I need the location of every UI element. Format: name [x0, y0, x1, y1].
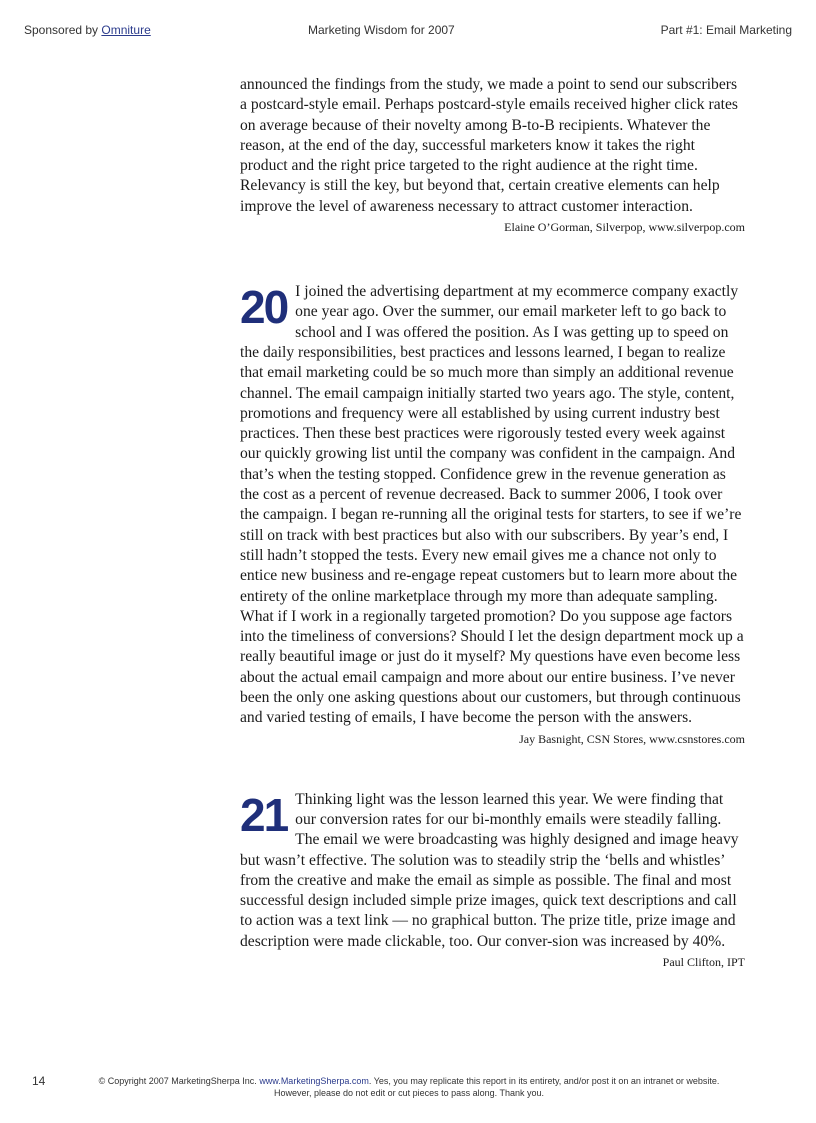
intro-attribution: Elaine O’Gorman, Silverpop, www.silverpop.com: [504, 220, 745, 235]
sponsor-link[interactable]: Omniture: [101, 23, 151, 37]
tip-paragraph: I joined the advertising department at my ecommerce company exactly one year ago. Over the summer, our email marketer left to go back to school and I was offered the position. As I was getting up to speed on the daily responsibilities, best practices and lessons learned, I began to realize that email marketing could be so much more than simply an additional revenue channel. The email campaign initially started two years ago. The style, content, promotions and frequency were all established by using current industry best practices. Then these best practices were rigorously tested every week against our quickly growing list until the company was confident in the campaign. And that’s when the testing stopped. Confidence grew in the revenue generation as the cost as a percent of revenue decreased. Back to summer 2006, I took over the campaign. I began re-running all the original tests for starters, to see if we’re still on track with best practices but also with our subscribers. By year’s end, I still hadn’t stopped the tests. Every new email gives me a chance not only to entice new business and re-engage repeat customers but to learn more about the entirety of the online marketplace through my more than adequate sampling. What if I work in a regionally targeted promotion? Do you suppose age factors into the timeliness of conversions? Should I let the design department mock up a really beautiful image or just do it myself? My questions have even become less about the actual email campaign and more about our entire business. I’ve never been the only one asking questions about our customers, but through continuous and varied testing of emails, I have become the person with the answers.: [240, 283, 744, 727]
tip-paragraph: Thinking light was the lesson learned this year. We were finding that our conversion rates for our bi-monthly emails were steadily falling. The email we were broadcasting was highly designed and image heavy but wasn’t effective. The solution was to steadily strip the ‘bells and whistles’ from the creative and make the email as simple as possible. The final and most successful design included simple prize images, quick text descriptions and call to action was a text link — no graphical button. The prize title, prize image and description were made clickable, too. Our conver-sion was increased by 40%.: [240, 790, 739, 950]
tip-attribution: Jay Basnight, CSN Stores, www.csnstores.com: [519, 731, 745, 746]
page-header: [24, 23, 792, 39]
tip-21: [240, 790, 745, 970]
report-title: Marketing Wisdom for 2007: [308, 23, 455, 37]
tip-20: [240, 282, 745, 747]
section-title: Part #1: Email Marketing: [660, 23, 792, 37]
site-link[interactable]: www.MarketingSherpa.com: [259, 1076, 369, 1086]
page-number: 14: [32, 1074, 46, 1088]
intro-paragraph: announced the findings from the study, we made a point to send our subscribers a postcard-style email. Perhaps postcard-style emails received higher click rates on average because of their novelty among B-to-B recipients. Whatever the reason, at the end of the day, successful marketers know it takes the right product and the right price targeted to the right audience at the right time. Relevancy is still the key, but beyond that, certain creative elements can help improve the level of awareness necessary to attract customer interaction.: [240, 76, 738, 215]
copyright-prefix: © Copyright 2007 MarketingSherpa Inc.: [98, 1076, 260, 1086]
tip-attribution: Paul Clifton, IPT: [662, 954, 745, 969]
copyright-line2: However, please do not edit or cut pieces to pass along. Thank you.: [274, 1088, 544, 1098]
sponsor-line: [24, 23, 151, 37]
copyright-notice: [84, 1075, 734, 1099]
tip-number: 20: [240, 281, 288, 334]
tip-number: 21: [240, 788, 288, 841]
intro-block: [240, 75, 745, 235]
sponsored-prefix: Sponsored by: [24, 23, 102, 37]
article-body: [240, 75, 745, 970]
copyright-suffix: . Yes, you may replicate this report in its entirety, and/or post it on an intranet or website.: [368, 1076, 720, 1086]
